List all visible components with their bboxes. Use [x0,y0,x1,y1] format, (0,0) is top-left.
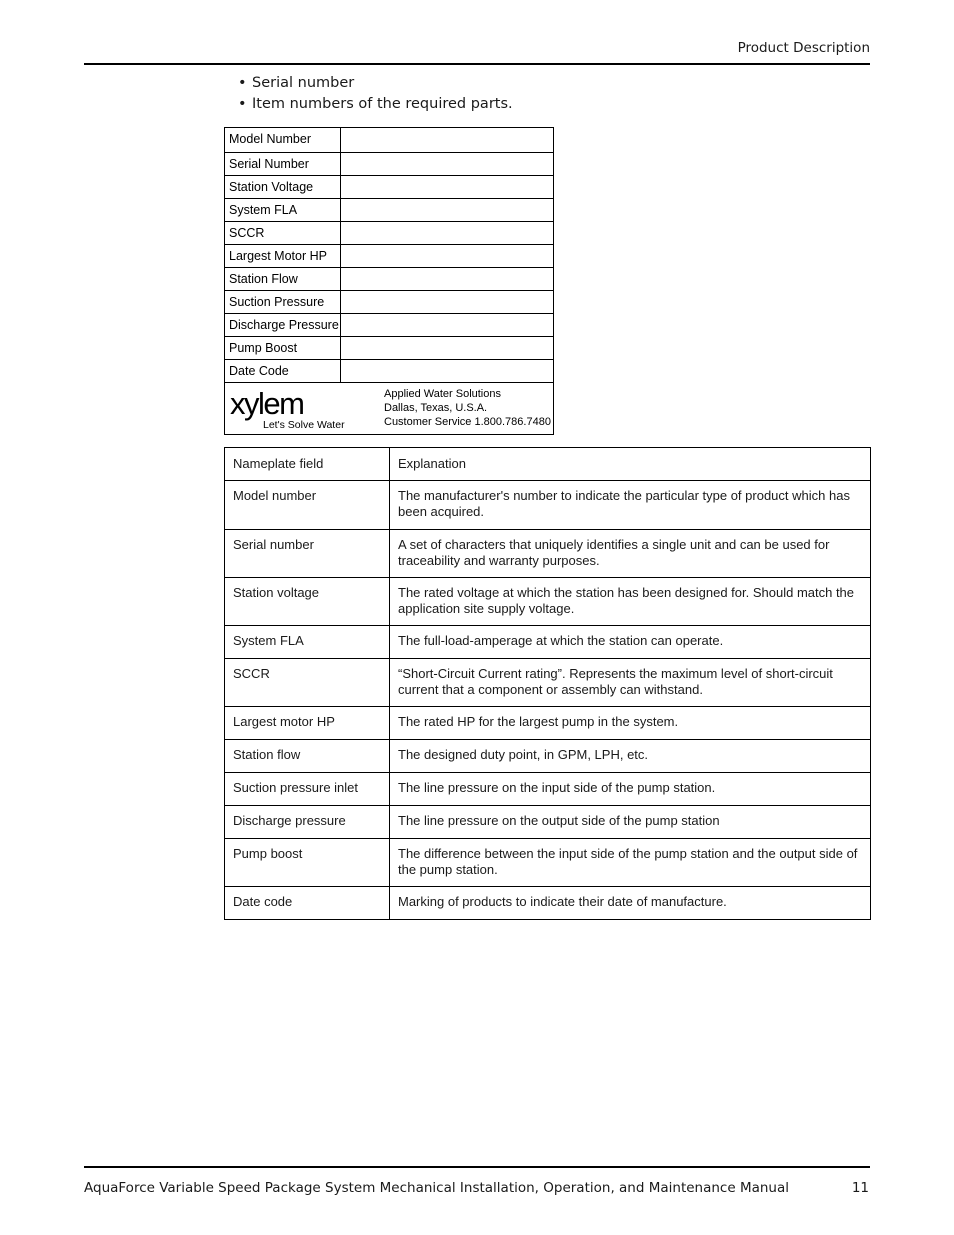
nameplate-value [341,337,553,359]
table-row [225,626,871,659]
nameplate-row [225,153,553,176]
nameplate-value [341,176,553,198]
nameplate-value [341,268,553,290]
xylem-logo: xylem [230,386,304,421]
table-row [225,659,871,707]
bullet-dot-icon: • [238,96,247,112]
nameplate-value [341,360,553,382]
page-number: 11 [851,1180,869,1196]
table-row [225,773,871,806]
bullet-item [238,73,513,94]
nameplate-row [225,360,553,383]
explanation-cell: The designed duty point, in GPM, LPH, etc. [390,740,871,773]
nameplate-value [341,153,553,175]
nameplate-value [341,222,553,244]
header-rule [84,63,870,65]
explanation-cell: The line pressure on the output side of the pump station [390,806,871,839]
field-cell: Station flow [225,740,390,773]
nameplate-explanation-table [224,447,871,920]
nameplate-value [341,245,553,267]
explanation-cell: The full-load-amperage at which the station can operate. [390,626,871,659]
footer-rule [84,1166,870,1168]
nameplate-label: Largest Motor HP [225,245,341,267]
field-cell: Suction pressure inlet [225,773,390,806]
table-row [225,481,871,530]
nameplate-label: Model Number [225,128,341,152]
explanation-cell: “Short-Circuit Current rating”. Represents the maximum level of short-circuit current that a component or assembly can withstand. [390,659,871,707]
nameplate-row [225,268,553,291]
nameplate-row [225,222,553,245]
nameplate-row [225,199,553,222]
company-info [384,387,551,429]
field-cell: Model number [225,481,390,530]
company-line: Dallas, Texas, U.S.A. [384,402,488,414]
nameplate-row [225,291,553,314]
logo-tagline: Let's Solve Water [263,419,345,431]
nameplate-row [225,245,553,268]
table-row [225,530,871,578]
field-cell: Serial number [225,530,390,578]
nameplate-label: Discharge Pressure [225,314,341,336]
nameplate-row [225,314,553,337]
explanation-cell: The rated voltage at which the station has been designed for. Should match the application site supply voltage. [390,578,871,626]
nameplate-label: Station Flow [225,268,341,290]
table-row [225,887,871,920]
explanation-cell: The manufacturer's number to indicate the particular type of product which has been acquired. [390,481,871,530]
bullet-item [238,94,513,115]
nameplate-label: Station Voltage [225,176,341,198]
explanation-cell: A set of characters that uniquely identifies a single unit and can be used for traceability and warranty purposes. [390,530,871,578]
nameplate-label: Serial Number [225,153,341,175]
explanation-cell: Marking of products to indicate their date of manufacture. [390,887,871,920]
field-cell: SCCR [225,659,390,707]
nameplate-illustration [224,127,554,435]
company-line: Applied Water Solutions [384,388,501,400]
nameplate-value [341,128,553,152]
nameplate-footer [225,383,553,434]
header-section-title: Product Description [737,40,870,56]
explanation-cell: The rated HP for the largest pump in the system. [390,707,871,740]
company-line: Customer Service 1.800.786.7480 [384,416,551,428]
nameplate-label: System FLA [225,199,341,221]
bullet-text: Serial number [252,75,355,91]
field-cell: Discharge pressure [225,806,390,839]
nameplate-label: Date Code [225,360,341,382]
footer-manual-title: AquaForce Variable Speed Package System Mechanical Installation, Operation, and Maintenance Manual [84,1180,789,1196]
field-cell: Date code [225,887,390,920]
field-cell: System FLA [225,626,390,659]
nameplate-label: Suction Pressure [225,291,341,313]
table-row [225,740,871,773]
nameplate-row [225,337,553,360]
field-cell: Station voltage [225,578,390,626]
nameplate-label: SCCR [225,222,341,244]
nameplate-label: Pump Boost [225,337,341,359]
table-row [225,707,871,740]
table-header-row [225,448,871,481]
nameplate-row [225,128,553,153]
bullet-list [238,73,513,115]
nameplate-value [341,199,553,221]
nameplate-row [225,176,553,199]
table-row [225,578,871,626]
explanation-cell: The difference between the input side of the pump station and the output side of the pump station. [390,839,871,887]
table-row [225,839,871,887]
nameplate-value [341,314,553,336]
nameplate-value [341,291,553,313]
explanation-cell: The line pressure on the input side of the pump station. [390,773,871,806]
column-header: Explanation [390,448,871,481]
table-row [225,806,871,839]
field-cell: Pump boost [225,839,390,887]
bullet-dot-icon: • [238,75,247,91]
field-cell: Largest motor HP [225,707,390,740]
column-header: Nameplate field [225,448,390,481]
bullet-text: Item numbers of the required parts. [252,96,513,112]
